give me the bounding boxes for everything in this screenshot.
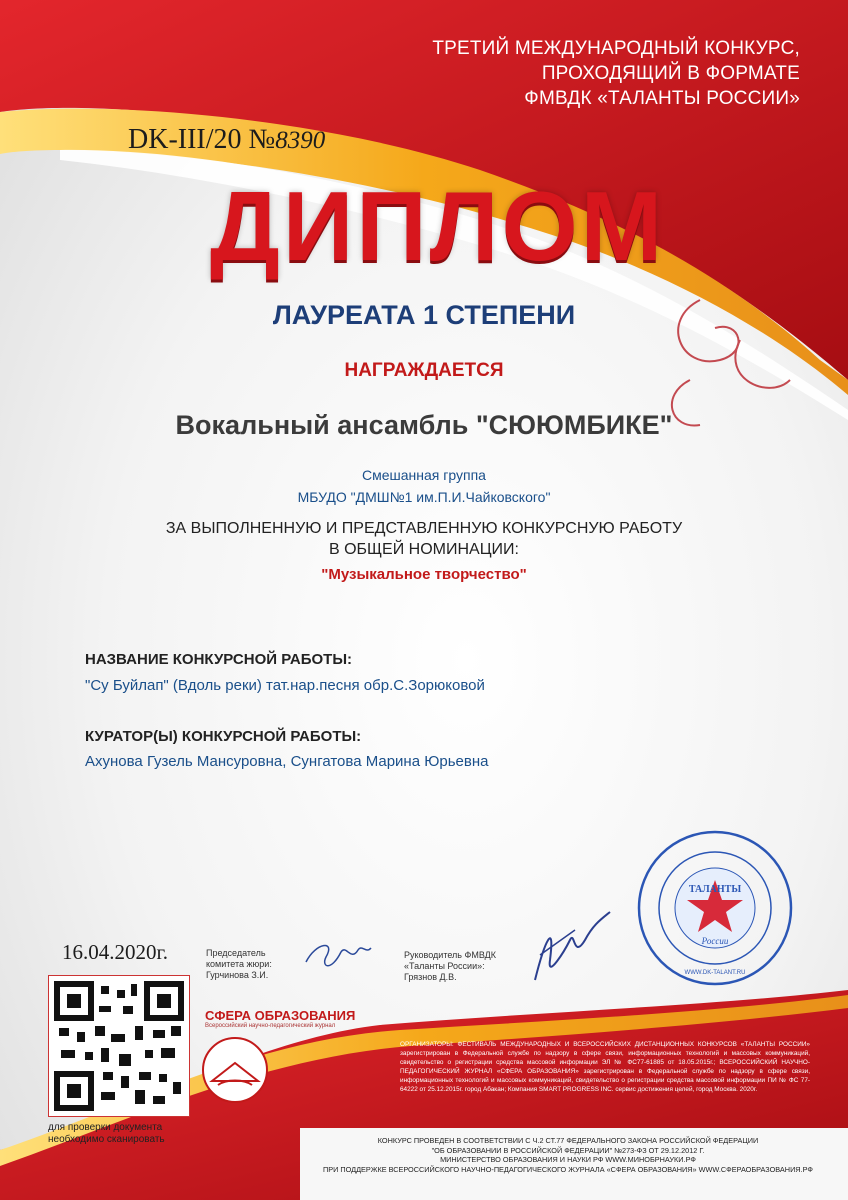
school-name: МБУДО "ДМШ№1 им.П.И.Чайковского" bbox=[297, 489, 551, 505]
head-signature-block bbox=[404, 950, 496, 983]
jury-role-2: комитета жюри: bbox=[206, 959, 272, 969]
sfera-logo-subtitle: Всероссийский научно-педагогический журнал bbox=[205, 1023, 336, 1029]
qr-caption-line-2: необходимо сканировать bbox=[48, 1134, 165, 1145]
serial-code: DK-III/20 № bbox=[128, 124, 276, 155]
footer-line-3: МИНИСТЕРСТВО ОБРАЗОВАНИЯ И НАУКИ РФ WWW.МИНОБРНАУКИ.РФ bbox=[440, 1155, 696, 1164]
group-type: Смешанная группа bbox=[362, 467, 486, 483]
qr-caption-line-1: для проверки документа bbox=[48, 1122, 163, 1133]
awarded-label: НАГРАЖДАЕТСЯ bbox=[344, 360, 504, 381]
nomination-text-line-1: ЗА ВЫПОЛНЕННУЮ И ПРЕДСТАВЛЕННУЮ КОНКУРСНУЮ РАБОТУ bbox=[165, 520, 683, 537]
nomination-name: "Музыкальное творчество" bbox=[321, 566, 527, 583]
curators-label: КУРАТОР(Ы) КОНКУРСНОЙ РАБОТЫ: bbox=[85, 728, 362, 745]
curators-value: Ахунова Гузель Мансуровна, Сунгатова Марина Юрьевна bbox=[85, 753, 489, 770]
footer-line-2: "ОБ ОБРАЗОВАНИИ В РОССИЙСКОЙ ФЕДЕРАЦИИ" №273-ФЗ ОТ 29.12.2012 Г. bbox=[431, 1145, 705, 1155]
footer-line-1: КОНКУРС ПРОВЕДЕН В СООТВЕТСТВИИ С Ч.2 СТ.77 ФЕДЕРАЛЬНОГО ЗАКОНА РОССИЙСКОЙ ФЕДЕРАЦИИ bbox=[377, 1136, 759, 1145]
degree-title: ЛАУРЕАТА 1 СТЕПЕНИ bbox=[272, 300, 576, 330]
sfera-emblem-icon bbox=[200, 1035, 270, 1105]
jury-signature-icon bbox=[296, 932, 376, 982]
jury-signature-block bbox=[206, 948, 272, 981]
contest-header bbox=[420, 36, 800, 111]
qr-code[interactable] bbox=[48, 975, 190, 1117]
jury-role: Председатель bbox=[206, 948, 266, 958]
work-title-value: "Су Буйлап" (Вдоль реки) тат.нар.песня обр.С.Зорюковой bbox=[85, 677, 485, 694]
serial-value: 8390 bbox=[275, 127, 326, 154]
legal-footer bbox=[318, 1136, 818, 1174]
head-role-2: «Таланты России»: bbox=[404, 961, 485, 971]
header-line-1: ТРЕТИЙ МЕЖДУНАРОДНЫЙ КОНКУРС, bbox=[432, 38, 800, 59]
jury-person: Гурчинова З.И. bbox=[206, 970, 269, 980]
nomination-text-line-2: В ОБЩЕЙ НОМИНАЦИИ: bbox=[328, 541, 519, 558]
head-signature-icon bbox=[515, 900, 615, 990]
work-title-label: НАЗВАНИЕ КОНКУРСНОЙ РАБОТЫ: bbox=[85, 651, 353, 668]
head-person: Грязнов Д.В. bbox=[404, 972, 457, 982]
qr-caption bbox=[48, 1122, 198, 1146]
issue-date: 16.04.2020г. bbox=[62, 940, 168, 964]
head-role: Руководитель ФМВДК bbox=[404, 950, 496, 960]
serial-number bbox=[128, 124, 325, 156]
footer-line-4: ПРИ ПОДДЕРЖКЕ ВСЕРОССИЙСКОГО НАУЧНО-ПЕДАГОГИЧЕСКОГО ЖУРНАЛА «СФЕРА ОБРАЗОВАНИЯ» WWW.СФЕРАОБРАЗОВАНИЯ.РФ bbox=[323, 1164, 813, 1174]
sfera-logo-name: СФЕРА ОБРАЗОВАНИЯ bbox=[205, 1008, 356, 1023]
recipient-name: Вокальный ансамбль "СЮЮМБИКЕ" bbox=[175, 410, 673, 440]
header-line-3: ФМВДК «ТАЛАНТЫ РОССИИ» bbox=[524, 88, 800, 109]
stamp-text-2: России bbox=[701, 936, 729, 946]
organizers-text: ОРГАНИЗАТОРЫ: ФЕСТИВАЛЬ МЕЖДУНАРОДНЫХ И ВСЕРОССИЙСКИХ ДИСТАНЦИОННЫХ КОНКУРСОВ «ТАЛАНТЫ РОССИИ» зарегистрирован в Федеральной службе по надзору в сфере связи, информационных технологий и массовых коммуникаций, свидетельство о регистрации средства массовой информации ЭЛ № ФС77-61885 от 18.05.2015г.; ВСЕРОССИЙСКИЙ НАУЧНО-ПЕДАГОГИЧЕСКИЙ ЖУРНАЛ «СФЕРА ОБРАЗОВАНИЯ» зарегистрирован в Федеральной службе по надзору в сфере связи, информационных технологий и массовых коммуникаций, свидетельство о регистрации средства массовой информации ПИ № ФС 77-64222 от 25.12.2015г. город Абакан; Компания SMART PROGRESS INC. сервис достижения целей, город Москва. 2020г. bbox=[400, 1041, 810, 1093]
stamp-site: WWW.DK-TALANT.RU bbox=[684, 970, 746, 976]
diploma-title: ДИПЛОМ bbox=[210, 171, 666, 281]
stamp-seal bbox=[635, 828, 795, 988]
header-line-2: ПРОХОДЯЩИЙ В ФОРМАТЕ bbox=[541, 63, 800, 84]
stamp-text: ТАЛАНТЫ bbox=[688, 884, 742, 895]
qr-code-icon bbox=[49, 976, 189, 1116]
